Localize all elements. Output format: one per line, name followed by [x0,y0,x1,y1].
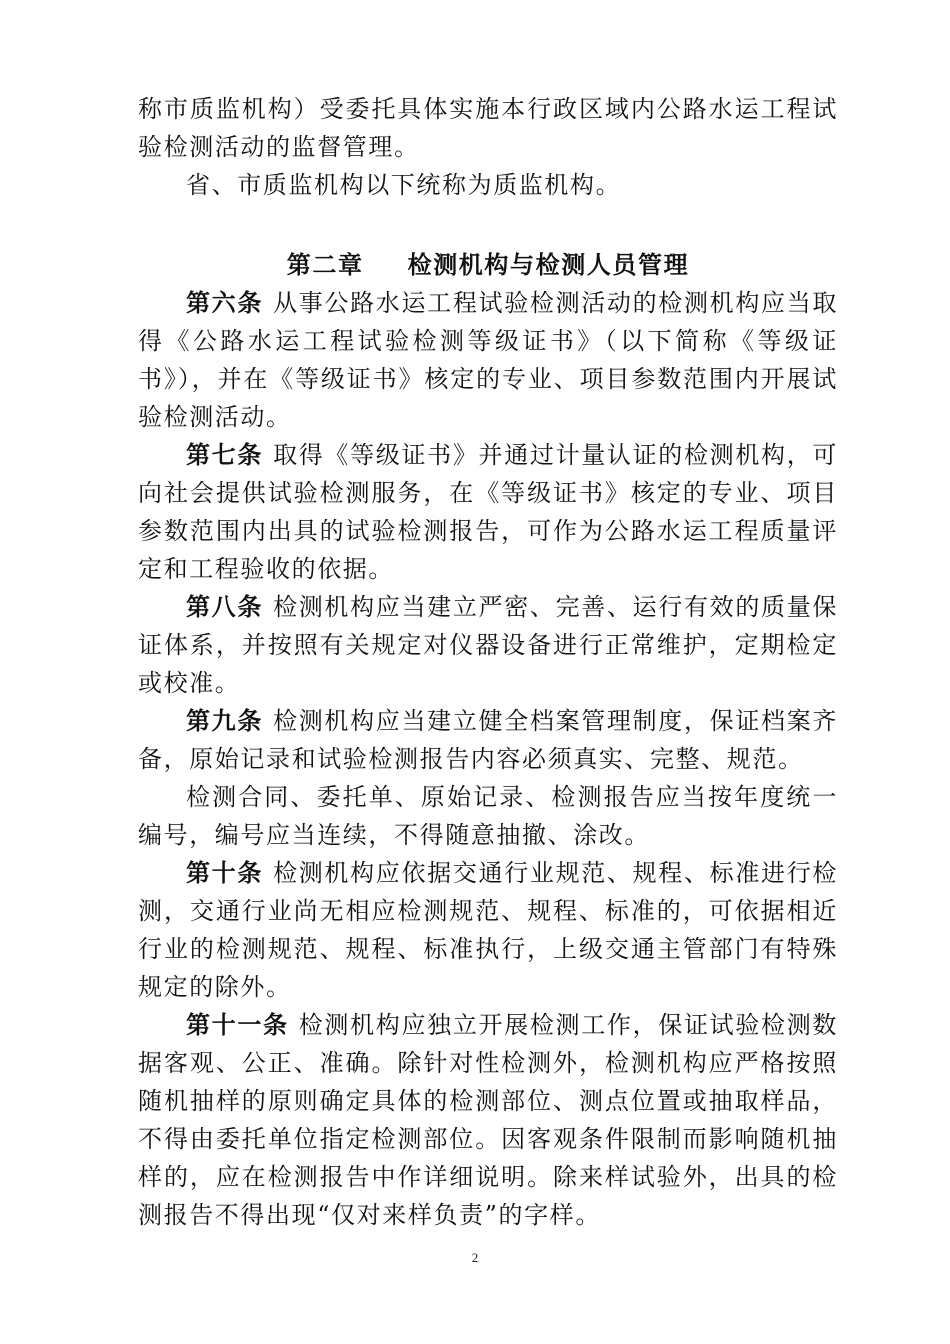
chapter-title: 检测机构与检测人员管理 [407,250,690,279]
article-label: 第十条 [186,858,264,887]
article-label: 第十一条 [186,1010,289,1039]
article-6 [138,284,838,436]
article-11 [138,1006,838,1234]
article-9-paragraph-2 [138,778,838,854]
paragraph-continuation: 称市质监机构）受委托具体实施本行政区域内公路水运工程试验检测活动的监督管理。 [138,95,838,161]
article-10 [138,854,838,1006]
article-text: 检测机构应当建立健全档案管理制度，保证档案齐备，原始记录和试验检测报告内容必须真实、完整、规范。 [138,707,838,773]
article-label: 第六条 [186,288,264,317]
article-text: 取得《等级证书》并通过计量认证的检测机构，可向社会提供试验检测服务，在《等级证书》核定的专业、项目参数范围内出具的试验检测报告，可作为公路水运工程质量评定和工程验收的依据。 [138,441,838,583]
article-text: 检测机构应独立开展检测工作，保证试验检测数据客观、公正、准确。除针对性检测外，检测机构应严格按照随机抽样的原则确定具体的检测部位、测点位置或抽取样品，不得由委托单位指定检测部位。因客观条件限制而影响随机抽样的，应在检测报告中作详细说明。除来样试验外，出具的检测报告不得出现“仅对来样负责”的字样。 [138,1011,838,1229]
paragraph-definition: 省、市质监机构以下统称为质监机构。 [186,171,622,199]
article-label: 第七条 [186,440,264,469]
section-gap [138,204,838,246]
article-label: 第九条 [186,706,264,735]
article-label: 第八条 [186,592,264,621]
article-text: 从事公路水运工程试验检测活动的检测机构应当取得《公路水运工程试验检测等级证书》（以下简称《等级证书》），并在《等级证书》核定的专业、项目参数范围内开展试验检测活动。 [138,289,838,431]
chapter-heading [138,246,838,284]
page-number: 2 [471,1250,479,1265]
document-page [138,90,838,1234]
article-text: 检测合同、委托单、原始记录、检测报告应当按年度统一编号，编号应当连续，不得随意抽撤、涂改。 [138,783,838,849]
article-8 [138,588,838,702]
article-9 [138,702,838,778]
article-7 [138,436,838,588]
article-text: 检测机构应依据交通行业规范、规程、标准进行检测，交通行业尚无相应检测规范、规程、标准的，可依据相近行业的检测规范、规程、标准执行，上级交通主管部门有特殊规定的除外。 [138,859,838,1001]
article-text: 检测机构应当建立严密、完善、运行有效的质量保证体系，并按照有关规定对仪器设备进行正常维护，定期检定或校准。 [138,593,838,697]
chapter-number: 第二章 [286,250,364,279]
